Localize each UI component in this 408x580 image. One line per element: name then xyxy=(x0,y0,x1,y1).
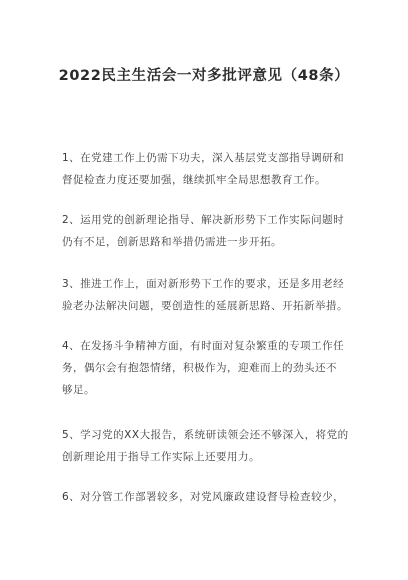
paragraph-line: 1、在党建工作上仍需下功夫，深入基层党支部指导调研和 xyxy=(62,152,345,164)
paragraph-line: 督促检查力度还要加强，继续抓牢全局思想教育工作。 xyxy=(62,174,326,186)
document-title: 2022民主生活会一对多批评意见（48条） xyxy=(58,68,350,84)
paragraph-3 xyxy=(62,273,362,317)
paragraph-line: 仍有不足，创新思路和举措仍需进一步开拓。 xyxy=(62,236,282,248)
paragraph-2 xyxy=(62,209,362,253)
paragraph-line: 够足。 xyxy=(62,384,95,396)
paragraph-4 xyxy=(62,335,362,401)
paragraph-line: 4、在发扬斗争精神方面，有时面对复杂繁重的专项工作任 xyxy=(62,340,345,352)
paragraph-line: 验老办法解决问题，要创造性的延展新思路、开拓新举措。 xyxy=(62,300,348,312)
paragraph-1 xyxy=(62,147,362,191)
paragraph-line: 5、学习党的XX大报告，系统研读领会还不够深入，将党的 xyxy=(62,429,349,441)
paragraph-6 xyxy=(62,486,362,508)
paragraph-line: 3、推进工作上，面对新形势下工作的要求，还是多用老经 xyxy=(62,278,345,290)
paragraph-line: 6、对分管工作部署较多，对党风廉政建设督导检查较少， xyxy=(62,491,345,503)
paragraph-line: 创新理论用于指导工作实际上还要用力。 xyxy=(62,451,260,463)
paragraph-line: 2、运用党的创新理论指导、解决新形势下工作实际问题时 xyxy=(62,214,345,226)
paragraph-5 xyxy=(62,424,362,468)
paragraph-line: 务，偶尔会有抱怨情绪，积极作为，迎难而上的劲头还不 xyxy=(62,362,337,374)
